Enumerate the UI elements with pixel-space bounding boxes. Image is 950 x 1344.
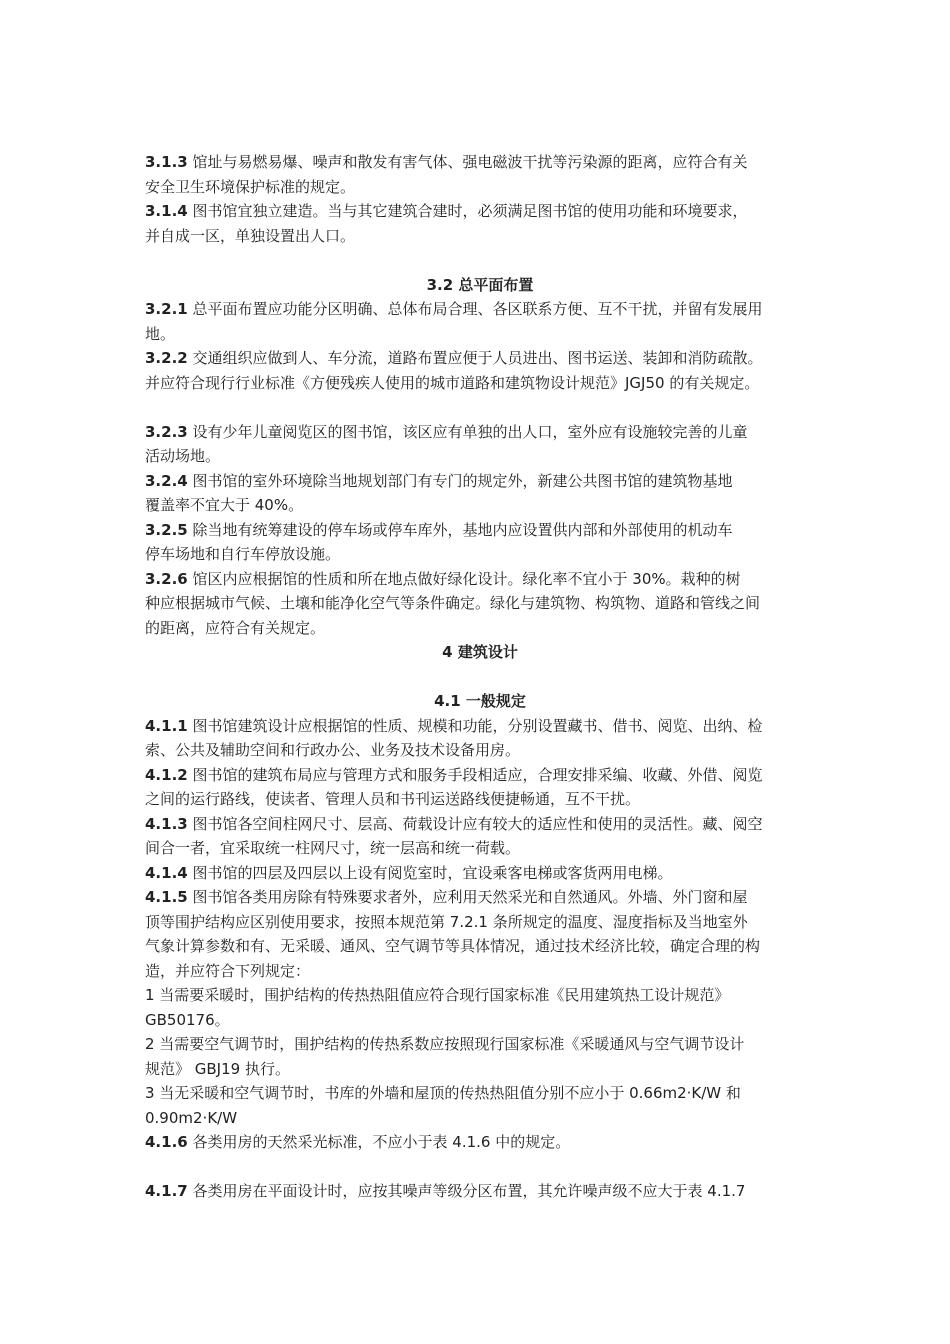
clause-text: 各类用房在平面设计时，应按其噪声等级分区布置，其允许噪声级不应大于表 4.1.7 — [192, 1182, 746, 1200]
text-line — [145, 518, 815, 543]
section-heading: 4 建筑设计 — [442, 643, 518, 661]
clause-paragraph — [145, 420, 815, 469]
text-line — [145, 420, 815, 445]
clause-paragraph — [145, 1032, 815, 1081]
clause-text: 各类用房的天然采光标准，不应小于表 4.1.6 中的规定。 — [192, 1133, 571, 1151]
clause-text: 3 当无采暖和空气调节时，书库的外墙和屋顶的传热热阻值分别不应小于 0.66m2·K/W 和 — [145, 1084, 741, 1102]
text-line — [145, 469, 815, 494]
clause-text: 图书馆的四层及四层以上设有阅览室时，宜设乘客电梯或客货两用电梯。 — [192, 863, 673, 882]
clause-text: 除当地有统筹建设的停车场或停车库外，基地内应设置供内部和外部使用的机动车 — [192, 520, 733, 539]
blank-line — [145, 665, 815, 690]
text-line — [145, 763, 815, 788]
clause-text: 间合一者，宜采取统一柱网尺寸，统一层高和统一荷载。 — [145, 839, 521, 857]
clause-text: 图书馆的室外环境除当地规划部门有专门的规定外，新建公共图书馆的建筑物基地 — [192, 471, 733, 490]
text-line — [145, 150, 815, 175]
text-line — [145, 493, 815, 518]
clause-paragraph — [145, 714, 815, 763]
clause-number: 4.1.4 — [145, 863, 188, 882]
clause-text: 设有少年儿童阅览区的图书馆，该区应有单独的出人口，室外应有设施较完善的儿童 — [192, 422, 748, 441]
clause-text: 索、公共及辅助空间和行政办公、业务及技术设备用房。 — [145, 741, 521, 759]
text-line — [145, 934, 815, 959]
clause-text: 图书馆的建筑布局应与管理方式和服务手段相适应，合理安排采编、收藏、外借、阅览 — [192, 765, 763, 784]
blank-line — [145, 395, 815, 420]
clause-text: 的距离，应符合有关规定。 — [145, 618, 326, 637]
clause-number: 4.1.6 — [145, 1133, 188, 1151]
text-line — [145, 371, 815, 396]
text-line — [145, 567, 815, 592]
clause-paragraph — [145, 150, 815, 199]
text-line — [145, 1081, 815, 1106]
clause-paragraph — [145, 861, 815, 886]
clause-text: 停车场地和自行车停放设施。 — [145, 545, 341, 563]
clause-text: 之间的运行路线，使读者、管理人员和书刊运送路线便捷畅通，互不干扰。 — [145, 790, 641, 808]
text-line — [145, 199, 815, 224]
clause-text: 图书馆各空间柱网尺寸、层高、荷载设计应有较大的适应性和使用的灵活性。藏、阅空 — [192, 814, 763, 833]
clause-text: 规范》 GBJ19 执行。 — [145, 1059, 290, 1078]
text-line — [145, 346, 815, 371]
clause-text: 图书馆各类用房除有特殊要求者外，应利用天然采光和自然通风。外墙、外门窗和屋 — [192, 888, 748, 906]
text-line — [145, 1179, 815, 1204]
clause-paragraph — [145, 518, 815, 567]
text-line — [145, 738, 815, 763]
clause-paragraph — [145, 297, 815, 346]
clause-paragraph — [145, 1081, 815, 1130]
clause-text: 覆盖率不宜大于 40%。 — [145, 496, 304, 514]
clause-text: 总平面布置应功能分区明确、总体布局合理、各区联系方便、互不干扰，并留有发展用 — [192, 300, 763, 318]
blank-line — [145, 248, 815, 273]
clause-text: 种应根据城市气候、土壤和能净化空气等条件确定。绿化与建筑物、构筑物、道路和管线之间 — [145, 594, 761, 612]
clause-paragraph — [145, 885, 815, 983]
clause-text: 安全卫生环境保护标准的规定。 — [145, 177, 356, 196]
clause-text: 地。 — [145, 324, 176, 343]
text-line — [145, 224, 815, 249]
text-line — [145, 885, 815, 910]
clause-number: 3.2.6 — [145, 569, 188, 588]
text-line — [145, 1032, 815, 1057]
clause-paragraph — [145, 567, 815, 641]
clause-number: 4.1.1 — [145, 716, 188, 735]
text-line — [145, 910, 815, 935]
text-line — [145, 1106, 815, 1131]
text-line — [145, 322, 815, 347]
clause-paragraph — [145, 1179, 815, 1204]
clause-number: 3.1.4 — [145, 202, 188, 220]
clause-text: GB50176。 — [145, 1010, 230, 1029]
clause-text: 2 当需要空气调节时，围护结构的传热系数应按照现行国家标准《采暖通风与空气调节设计 — [145, 1035, 745, 1053]
clause-text: 馆区内应根据馆的性质和所在地点做好绿化设计。绿化率不宜小于 30%。栽种的树 — [192, 569, 741, 588]
clause-number: 3.2.2 — [145, 349, 188, 367]
clause-paragraph — [145, 983, 815, 1032]
clause-number: 3.2.3 — [145, 422, 188, 441]
text-line — [145, 1130, 815, 1155]
clause-number: 3.2.5 — [145, 520, 188, 539]
text-line — [145, 787, 815, 812]
text-line — [145, 444, 815, 469]
text-line — [145, 861, 815, 886]
text-line — [145, 297, 815, 322]
clause-text: 交通组织应做到人、车分流，道路布置应便于人员进出、图书运送、装卸和消防疏散。 — [192, 349, 763, 367]
clause-text: 图书馆建筑设计应根据馆的性质、规模和功能，分别设置藏书、借书、阅览、出纳、检 — [192, 716, 763, 735]
clause-text: 并自成一区，单独设置出人口。 — [145, 226, 356, 245]
clause-text: 顶等围护结构应区别使用要求，按照本规范第 7.2.1 条所规定的温度、湿度指标及当地室外 — [145, 912, 748, 931]
clause-paragraph — [145, 812, 815, 861]
clause-text: 造，并应符合下列规定： — [145, 961, 311, 980]
clause-paragraph — [145, 469, 815, 518]
clause-text: 1 当需要采暖时，围护结构的传热热阻值应符合现行国家标准《民用建筑热工设计规范》 — [145, 986, 730, 1004]
document-page — [145, 150, 815, 1204]
text-line — [145, 616, 815, 641]
section-heading: 3.2 总平面布置 — [426, 275, 534, 294]
section-heading: 4.1 一般规定 — [434, 692, 526, 710]
clause-number: 4.1.7 — [145, 1182, 188, 1200]
text-line — [145, 591, 815, 616]
clause-number: 3.2.4 — [145, 471, 188, 490]
text-line — [145, 542, 815, 567]
clause-text: 气象计算参数和有、无采暖、通风、空气调节等具体情况，通过技术经济比较，确定合理的构 — [145, 937, 761, 955]
clause-paragraph — [145, 763, 815, 812]
text-line — [145, 983, 815, 1008]
clause-number: 4.1.3 — [145, 814, 188, 833]
clause-number: 4.1.2 — [145, 765, 188, 784]
clause-paragraph — [145, 346, 815, 395]
blank-line — [145, 1155, 815, 1180]
clause-text: 活动场地。 — [145, 447, 221, 465]
text-line — [145, 836, 815, 861]
clause-text: 并应符合现行行业标准《方便残疾人使用的城市道路和建筑物设计规范》JGJ50 的有关规定。 — [145, 373, 760, 392]
text-line — [145, 714, 815, 739]
clause-number: 3.2.1 — [145, 300, 188, 318]
clause-text: 图书馆宜独立建造。当与其它建筑合建时，必须满足图书馆的使用功能和环境要求， — [192, 202, 748, 220]
text-line — [145, 959, 815, 984]
clause-paragraph — [145, 199, 815, 248]
text-line — [145, 175, 815, 200]
clause-paragraph — [145, 1130, 815, 1155]
clause-number: 3.1.3 — [145, 153, 188, 171]
clause-text: 馆址与易燃易爆、噪声和散发有害气体、强电磁波干扰等污染源的距离，应符合有关 — [192, 153, 748, 171]
clause-number: 4.1.5 — [145, 888, 188, 906]
clause-text: 0.90m2·K/W — [145, 1108, 238, 1127]
text-line — [145, 1057, 815, 1082]
text-line — [145, 1008, 815, 1033]
text-line — [145, 812, 815, 837]
